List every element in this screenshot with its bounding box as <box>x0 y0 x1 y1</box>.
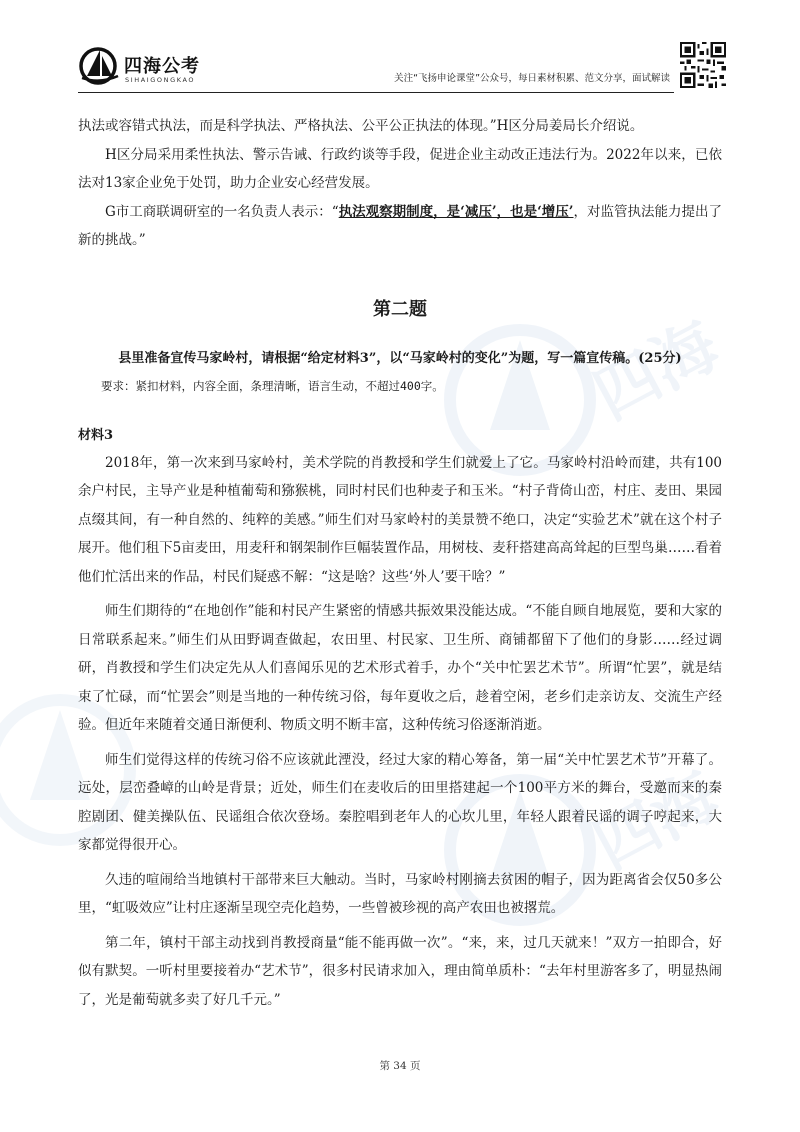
material-paragraph: 2018年，第一次来到马家岭村，美术学院的肖教授和学生们就爱上了它。马家岭村沿岭而建，共有100余户村民，主导产业是种植葡萄和猕猴桃，同时村民们也种麦子和玉米。“村子背倚山峦，村庄、麦田、果园点缀其间，有一种自然的、纯粹的美感。”师生们对马家岭村的美景赞不绝口，决定“实验艺术”就在这个村子展开。他们租下5亩麦田，用麦秆和钢架制作巨幅装置作品，用树枝、麦秆搭建高高耸起的巨型鸟巢……看着他们忙活出来的作品，村民们疑惑不解：“这是啥？这些‘外人’要干啥？” <box>78 454 722 585</box>
material-paragraph: 第二年，镇村干部主动找到肖教授商量“能不能再做一次”。“来，来，过几天就来！”双方一拍即合，好似有默契。一听村里要接着办“艺术节”，很多村民请求加入，理由简单质朴：“去年村里游客多了，明显热闹了，光是葡萄就多卖了好几千元。” <box>78 934 722 1008</box>
material-paragraph: 师生们觉得这样的传统习俗不应该就此湮没，经过大家的精心筹备，第一届“关中忙罢艺术节”开幕了。远处，层峦叠嶂的山岭是背景；近处，师生们在麦收后的田里搭建起一个100平方米的舞台，受邀而来的秦腔剧团、健美操队伍、民谣组合依次登场。秦腔唱到老年人的心坎儿里，年轻人跟着民谣的调子哼起来，大家都觉得很开心。 <box>78 751 722 853</box>
document-body <box>78 112 722 1014</box>
material-paragraph: 师生们期待的“在地创作”能和村民产生紧密的情感共振效果没能达成。“不能自顾自地展览，要和大家的日常联系起来。”师生们从田野调查做起，农田里、村民家、卫生所、商铺都留下了他们的身影……经过调研，肖教授和学生们决定先从人们喜闻乐见的艺术形式着手，办个“关中忙罢艺术节”。所谓“忙罢”，就是结束了忙碌，而“忙罢会”则是当地的一种传统习俗，每年夏收之后，趁着空闲，老乡们走亲访友、交流生产经验。但近年来随着交通日渐便利、物质文明不断丰富，这种传统习俗逐渐消逝。 <box>78 603 722 733</box>
brand-logo <box>78 46 218 90</box>
material-label: 材料3 <box>78 427 114 443</box>
question-requirement: 要求：紧扣材料，内容全面，条理清晰，语言生动，不超过400字。 <box>101 378 444 393</box>
brand-name: 四海公考 <box>124 56 200 77</box>
material-paragraph: 久违的喧闹给当地镇村干部带来巨大触动。当时，马家岭村刚摘去贫困的帽子，因为距离省会仅50多公里，“虹吸效应”让村庄逐渐呈现空壳化趋势，一些曾被珍视的高产农田也被撂荒。 <box>78 871 722 916</box>
paragraph-quote <box>78 198 722 255</box>
header-tagline: 关注“飞扬申论课堂”公众号，每日素材积累、范文分享，面试解读 <box>394 73 670 84</box>
page-header <box>78 42 726 94</box>
header-divider <box>78 92 674 93</box>
quote-after: ，对监管执法能力提出了新的挑战。” <box>78 203 722 248</box>
quote-before: G市工商联调研室的一名负责人表示：“ <box>105 203 339 220</box>
sailboat-logo-icon <box>78 46 124 86</box>
brand-subtitle: SIHAIGONGKAO <box>125 76 196 84</box>
qr-code-icon <box>680 42 726 88</box>
svg-text:四海: 四海 <box>582 308 731 435</box>
paragraph: 执法或容错式执法，而是科学执法、严格执法、公平公正执法的体现。”H区分局姜局长介绍说。 <box>78 118 644 134</box>
question-prompt: 县里准备宣传马家岭村，请根据“给定材料3”，以“马家岭村的变化”为题，写一篇宣传稿。(25分) <box>118 350 682 366</box>
page-number: 第 34 页 <box>379 1060 421 1072</box>
section-title: 第二题 <box>373 298 427 320</box>
emphasized-quote: 执法观察期制度，是‘减压’，也是‘增压’ <box>338 203 574 220</box>
paragraph: H区分局采用柔性执法、警示告诫、行政约谈等手段，促进企业主动改正违法行为。2022年以来，已依法对13家企业免于处罚，助力企业安心经营发展。 <box>78 146 722 191</box>
svg-text:四海: 四海 <box>582 758 731 885</box>
